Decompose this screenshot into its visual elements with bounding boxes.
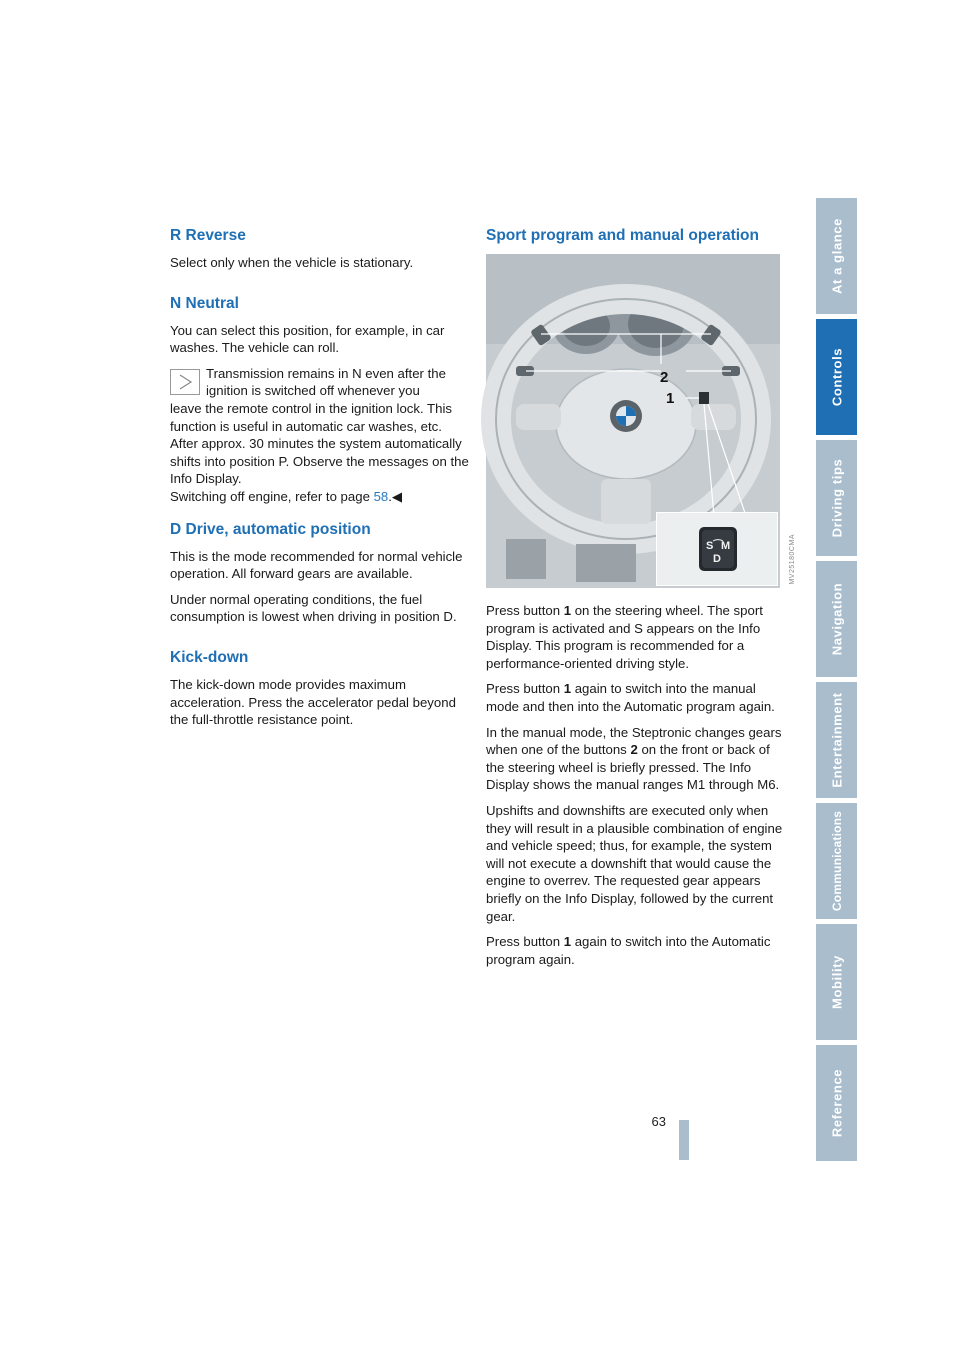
tab-communications[interactable]: Communications (816, 803, 857, 919)
inset-m-label: M (721, 540, 731, 552)
section-heading-reverse: R Reverse (170, 227, 246, 244)
callout-1: 1 (666, 390, 675, 407)
tab-mobility[interactable]: Mobility (816, 924, 857, 1040)
tab-reference[interactable]: Reference (816, 1045, 857, 1161)
sport-text-3: In the manual mode, the Steptronic changes gears when one of the buttons 2 on the front or back of the steering wheel is briefly pressed. The Info Display shows the manual ranges M1 through M6. (486, 724, 782, 793)
note-after: After approx. 30 minutes the system automatically shifts into position P. Observe the messages on the Info Display. (170, 436, 469, 487)
sport-text-4: Upshifts and downshifts are executed only when they will result in a plausible combination of engine and vehicle speed; thus, for example, the system will not execute a downshift that would cause the engine to overrev. The requested gear appears briefly on the Info Display, followed by the current gear. (486, 802, 783, 924)
tab-driving-tips[interactable]: Driving tips (816, 440, 857, 556)
note-reference: Switching off engine, refer to page 58.◀ (170, 488, 403, 504)
figure-code: MV25180CMA (789, 534, 796, 585)
section-heading-kickdown: Kick-down (170, 648, 249, 666)
page-link-58[interactable]: 58 (373, 488, 389, 504)
section-heading-neutral: N Neutral (170, 294, 239, 312)
sport-text-2: Press button 1 again to switch into the manual mode and then into the Automatic program again. (486, 681, 775, 714)
smd-button-inset (656, 512, 778, 586)
kickdown-text: The kick-down mode provides maximum acceleration. Press the accelerator pedal beyond the full-throttle resistance point. (170, 676, 456, 728)
drive-text-2: Under normal operating conditions, the fuel consumption is lowest when driving in position D. (170, 591, 457, 625)
sport-text-1: Press button 1 on the steering wheel. The sport program is activated and S appears on the Info Display. This program is recommended for a performance-oriented driving style. (486, 603, 763, 671)
page-number: 63 (651, 1114, 666, 1129)
inset-d-label: D (713, 553, 721, 565)
drive-text-1: This is the mode recommended for normal vehicle operation. All forward gears are available. (170, 548, 463, 582)
neutral-text: You can select this position, for example, in car washes. The vehicle can roll. (170, 322, 445, 356)
note-rest: leave the remote control in the ignition lock. This function is useful in automatic car washes, etc. (170, 400, 452, 434)
page-number-bar (679, 1120, 689, 1160)
tab-controls[interactable]: Controls (816, 319, 857, 435)
sport-text-5: Press button 1 again to switch into the Automatic program again. (486, 934, 771, 967)
section-heading-drive: D Drive, automatic position (170, 520, 371, 538)
note-triangle-icon (170, 369, 200, 395)
tab-navigation[interactable]: Navigation (816, 561, 857, 677)
right-column (486, 226, 796, 976)
section-heading-sport: Sport program and manual operation (486, 227, 759, 244)
left-column (170, 226, 470, 737)
chapter-tabs (816, 198, 857, 1166)
note-block (170, 365, 470, 506)
tab-at-a-glance[interactable]: At a glance (816, 198, 857, 314)
tab-entertainment[interactable]: Entertainment (816, 682, 857, 798)
note-first-lines: Transmission remains in N even after the ignition is switched off whenever you (206, 365, 446, 399)
inset-s-label: S (706, 540, 714, 552)
steering-wheel-figure (486, 254, 796, 588)
reverse-text: Select only when the vehicle is stationary. (170, 255, 414, 270)
callout-2: 2 (660, 369, 669, 386)
